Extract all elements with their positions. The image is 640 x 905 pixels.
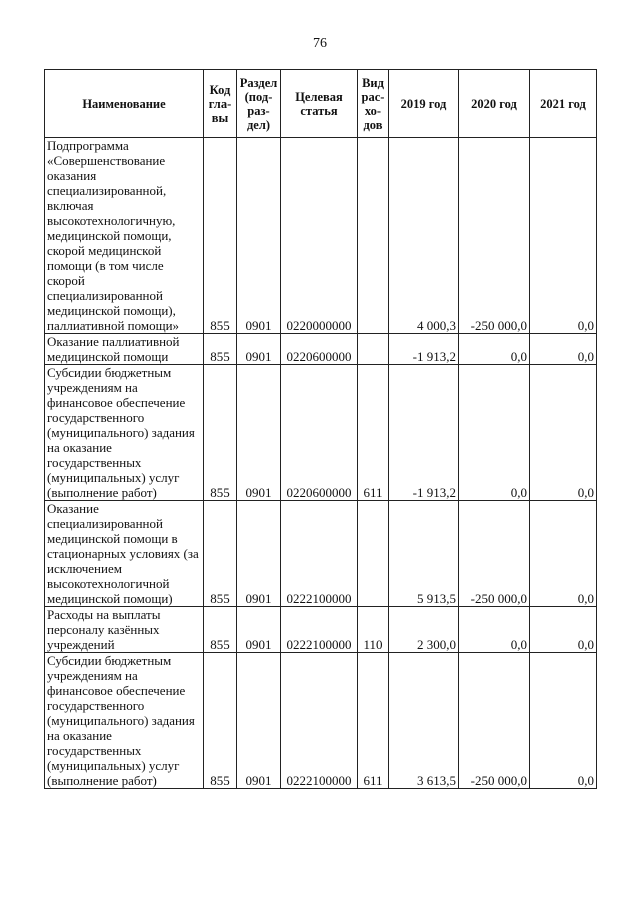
row-2020: -250 000,0 xyxy=(459,138,530,334)
budget-table xyxy=(44,69,597,789)
header-expense-type: Вид рас-хо-дов xyxy=(358,70,389,138)
header-section: Раздел (под-раз-дел) xyxy=(237,70,281,138)
header-2020: 2020 год xyxy=(459,70,530,138)
table-row xyxy=(45,365,597,501)
row-2019: 2 300,0 xyxy=(389,607,459,653)
row-expense-type xyxy=(358,501,389,607)
row-2019: 5 913,5 xyxy=(389,501,459,607)
row-2021: 0,0 xyxy=(530,334,597,365)
row-section: 0901 xyxy=(237,138,281,334)
row-chapter-code: 855 xyxy=(204,501,237,607)
row-target-article: 0222100000 xyxy=(281,501,358,607)
row-2021: 0,0 xyxy=(530,138,597,334)
row-expense-type xyxy=(358,334,389,365)
row-section: 0901 xyxy=(237,334,281,365)
row-expense-type: 110 xyxy=(358,607,389,653)
row-name: Подпрограмма «Совершенствование оказания специализированной, включая высокотехнологичную, медицинской помощи, скорой медицинской помощи (в том числе скорой специализированной медицинской помощи), паллиативной помощи» xyxy=(45,138,204,334)
row-section: 0901 xyxy=(237,501,281,607)
page-number: 76 xyxy=(313,36,327,51)
row-2020: 0,0 xyxy=(459,334,530,365)
row-2021: 0,0 xyxy=(530,501,597,607)
table-row xyxy=(45,653,597,789)
table-header-row xyxy=(45,70,597,138)
row-target-article: 0220000000 xyxy=(281,138,358,334)
row-section: 0901 xyxy=(237,607,281,653)
row-chapter-code: 855 xyxy=(204,365,237,501)
row-chapter-code: 855 xyxy=(204,334,237,365)
row-2021: 0,0 xyxy=(530,607,597,653)
row-name: Оказание специализированной медицинской помощи в стационарных условиях (за исключением высокотехнологичной медицинской помощи) xyxy=(45,501,204,607)
row-target-article: 0222100000 xyxy=(281,653,358,789)
table-row xyxy=(45,138,597,334)
row-name: Субсидии бюджетным учреждениям на финансовое обеспечение государственного (муниципального) задания на оказание государственных (муниципальных) услуг (выполнение работ) xyxy=(45,653,204,789)
table-row xyxy=(45,501,597,607)
row-section: 0901 xyxy=(237,365,281,501)
row-2019: -1 913,2 xyxy=(389,334,459,365)
row-expense-type: 611 xyxy=(358,365,389,501)
row-2021: 0,0 xyxy=(530,653,597,789)
header-2019: 2019 год xyxy=(389,70,459,138)
table-row xyxy=(45,334,597,365)
row-2020: -250 000,0 xyxy=(459,653,530,789)
row-target-article: 0220600000 xyxy=(281,334,358,365)
row-name: Оказание паллиативной медицинской помощи xyxy=(45,334,204,365)
row-chapter-code: 855 xyxy=(204,653,237,789)
row-expense-type xyxy=(358,138,389,334)
header-2021: 2021 год xyxy=(530,70,597,138)
row-target-article: 0222100000 xyxy=(281,607,358,653)
row-2020: 0,0 xyxy=(459,607,530,653)
row-name: Субсидии бюджетным учреждениям на финансовое обеспечение государственного (муниципального) задания на оказание государственных (муниципальных) услуг (выполнение работ) xyxy=(45,365,204,501)
row-expense-type: 611 xyxy=(358,653,389,789)
row-2021: 0,0 xyxy=(530,365,597,501)
row-2019: 4 000,3 xyxy=(389,138,459,334)
header-target-article: Целевая статья xyxy=(281,70,358,138)
row-2019: 3 613,5 xyxy=(389,653,459,789)
row-name: Расходы на выплаты персоналу казённых учреждений xyxy=(45,607,204,653)
row-section: 0901 xyxy=(237,653,281,789)
row-target-article: 0220600000 xyxy=(281,365,358,501)
row-2019: -1 913,2 xyxy=(389,365,459,501)
table-row xyxy=(45,607,597,653)
row-chapter-code: 855 xyxy=(204,607,237,653)
header-chapter-code: Код гла-вы xyxy=(204,70,237,138)
row-2020: 0,0 xyxy=(459,365,530,501)
row-2020: -250 000,0 xyxy=(459,501,530,607)
header-name: Наименование xyxy=(45,70,204,138)
row-chapter-code: 855 xyxy=(204,138,237,334)
